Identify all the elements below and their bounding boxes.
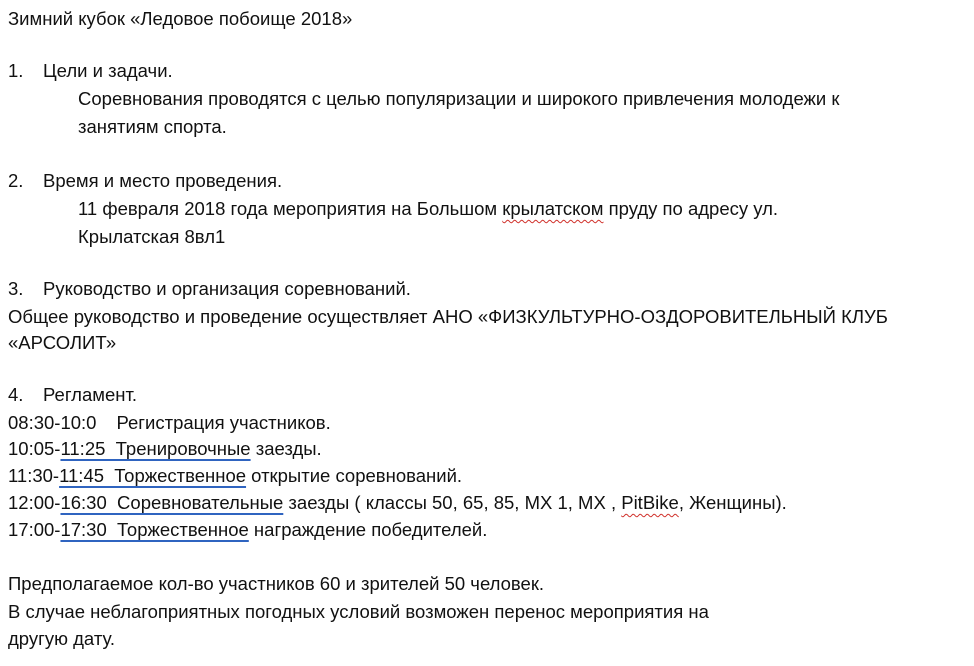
schedule-time-start: 12:00- [8, 492, 61, 513]
section-2-body-line-1 [78, 196, 778, 222]
closing-line-1 [8, 571, 544, 597]
section-3-body-text-2: «АРСОЛИТ» [8, 332, 117, 353]
section-1-body-line-1 [78, 86, 839, 112]
schedule-time-start: 11:30- [8, 465, 60, 486]
section-1-number: 1. [8, 60, 24, 81]
section-2-body-text-1b: пруду по адресу ул. [603, 198, 779, 219]
schedule-time: 08:30-10:0 [8, 412, 97, 433]
schedule-event-end: , Женщины). [678, 492, 787, 513]
closing-text-2: В случае неблагоприятных погодных условий возможен перенос мероприятия на [8, 601, 709, 622]
schedule-time-end-linked: 11:45 Торжественное [59, 465, 247, 486]
schedule-row [8, 463, 462, 489]
section-2-heading [8, 168, 282, 194]
section-1-body-line-2 [78, 114, 227, 140]
section-2-body-text-2: Крылатская 8вл1 [78, 226, 226, 247]
section-1-body-text-1: Соревнования проводятся с целью популяризации и широкого привлечения молодежи к [78, 88, 840, 109]
schedule-event: открытие соревнований. [246, 465, 463, 486]
closing-text-3: другую дату. [8, 628, 116, 649]
section-1-heading-text: Цели и задачи. [43, 60, 173, 81]
section-3-body-line-1 [8, 304, 888, 330]
schedule-row [8, 410, 331, 436]
schedule-row [8, 490, 787, 516]
section-3-heading-text: Руководство и организация соревнований. [43, 278, 411, 299]
schedule-time-end-linked: 17:30 Торжественное [60, 519, 249, 540]
section-4-heading [8, 382, 137, 408]
closing-line-3 [8, 626, 115, 652]
document-title [8, 6, 352, 32]
schedule-event: заезды. [250, 438, 322, 459]
schedule-event: заезды ( классы 50, 65, 85, МХ 1, МХ , [283, 492, 622, 513]
schedule-event: награждение победителей. [248, 519, 488, 540]
section-4-heading-text: Регламент. [43, 384, 138, 405]
schedule-time-end-linked: 11:25 Тренировочные [60, 438, 251, 459]
schedule-time-start: 10:05- [8, 438, 61, 459]
document-title-text: Зимний кубок «Ледовое побоище 2018» [8, 8, 353, 29]
section-2-body-line-2 [78, 224, 225, 250]
closing-text-1: Предполагаемое кол-во участников 60 и зрителей 50 человек. [8, 573, 545, 594]
section-1-heading [8, 58, 173, 84]
spellcheck-word: PitBike [621, 492, 679, 513]
schedule-time-end-linked: 16:30 Соревновательные [60, 492, 284, 513]
section-3-body-line-2 [8, 330, 116, 356]
closing-line-2 [8, 599, 709, 625]
schedule-time-start: 17:00- [8, 519, 61, 540]
schedule-row [8, 517, 487, 543]
section-3-number: 3. [8, 278, 24, 299]
spellcheck-word: крылатском [502, 198, 604, 219]
section-2-body-text-1a: 11 февраля 2018 года мероприятия на Большом [78, 198, 503, 219]
section-2-number: 2. [8, 170, 24, 191]
schedule-row [8, 436, 322, 462]
section-2-heading-text: Время и место проведения. [43, 170, 283, 191]
section-4-number: 4. [8, 384, 24, 405]
section-1-body-text-2: занятиям спорта. [78, 116, 227, 137]
section-3-body-text-1: Общее руководство и проведение осуществляет АНО «ФИЗКУЛЬТУРНО-ОЗДОРОВИТЕЛЬНЫЙ КЛУБ [8, 306, 888, 327]
schedule-event: Регистрация участников. [116, 412, 331, 433]
section-3-heading [8, 276, 411, 302]
